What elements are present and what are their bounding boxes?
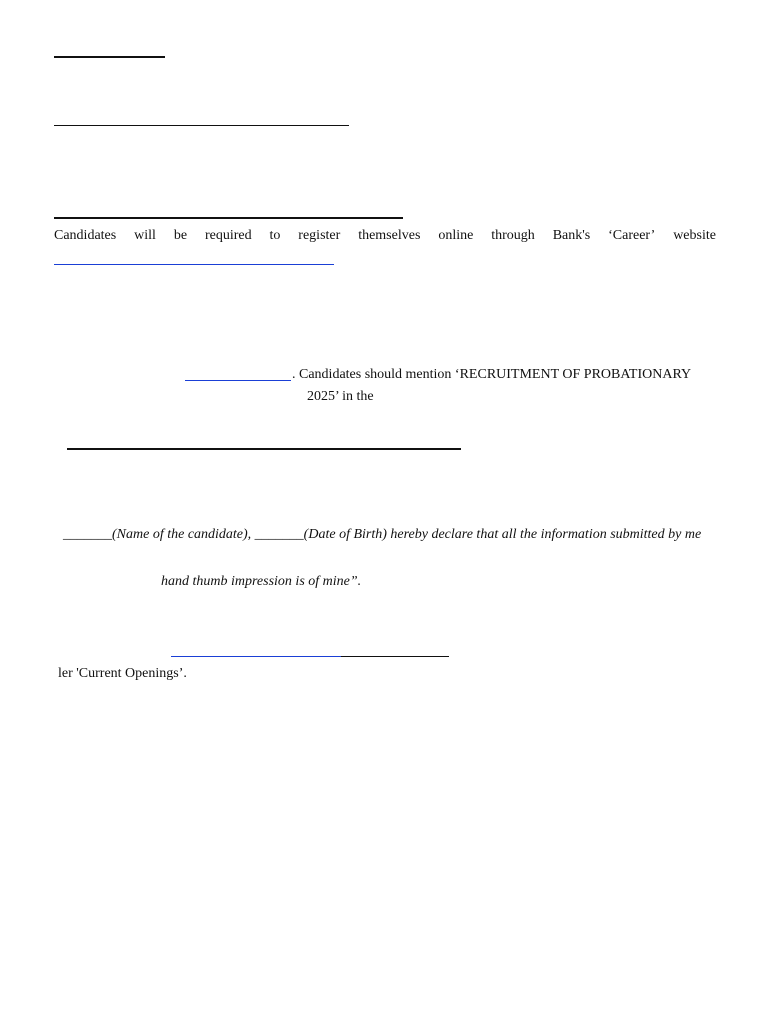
declaration-line-1: _______(Name of the candidate), _______(Date of Birth) hereby declare that all the information submitted by me bbox=[63, 527, 702, 542]
current-openings-text: ler 'Current Openings’. bbox=[58, 666, 187, 681]
word: to bbox=[269, 228, 281, 243]
word: themselves bbox=[358, 228, 421, 243]
word: required bbox=[204, 228, 252, 243]
mention-paragraph-line-1: . Candidates should mention ‘RECRUITMENT OF PROBATIONARY bbox=[292, 367, 692, 382]
openings-underline bbox=[341, 656, 449, 657]
word: will bbox=[134, 228, 156, 243]
register-paragraph-line bbox=[54, 227, 716, 245]
heading-underline-3 bbox=[54, 217, 403, 219]
declaration-line-2: hand thumb impression is of mine”. bbox=[161, 574, 362, 589]
heading-underline-2 bbox=[54, 125, 349, 126]
word: online bbox=[438, 228, 474, 243]
heading-underline-1 bbox=[54, 56, 165, 58]
career-website-link[interactable] bbox=[54, 264, 334, 265]
mention-paragraph-line-2: 2025’ in the bbox=[307, 389, 374, 404]
openings-link[interactable] bbox=[171, 656, 341, 657]
word: be bbox=[173, 228, 188, 243]
word: Bank's bbox=[552, 228, 591, 243]
word: register bbox=[298, 228, 341, 243]
heading-underline-4 bbox=[67, 448, 461, 450]
word: ‘Career’ bbox=[608, 228, 656, 243]
word: Candidates bbox=[54, 228, 117, 243]
word: website bbox=[673, 228, 716, 243]
word: through bbox=[491, 228, 535, 243]
email-link[interactable] bbox=[185, 380, 291, 381]
